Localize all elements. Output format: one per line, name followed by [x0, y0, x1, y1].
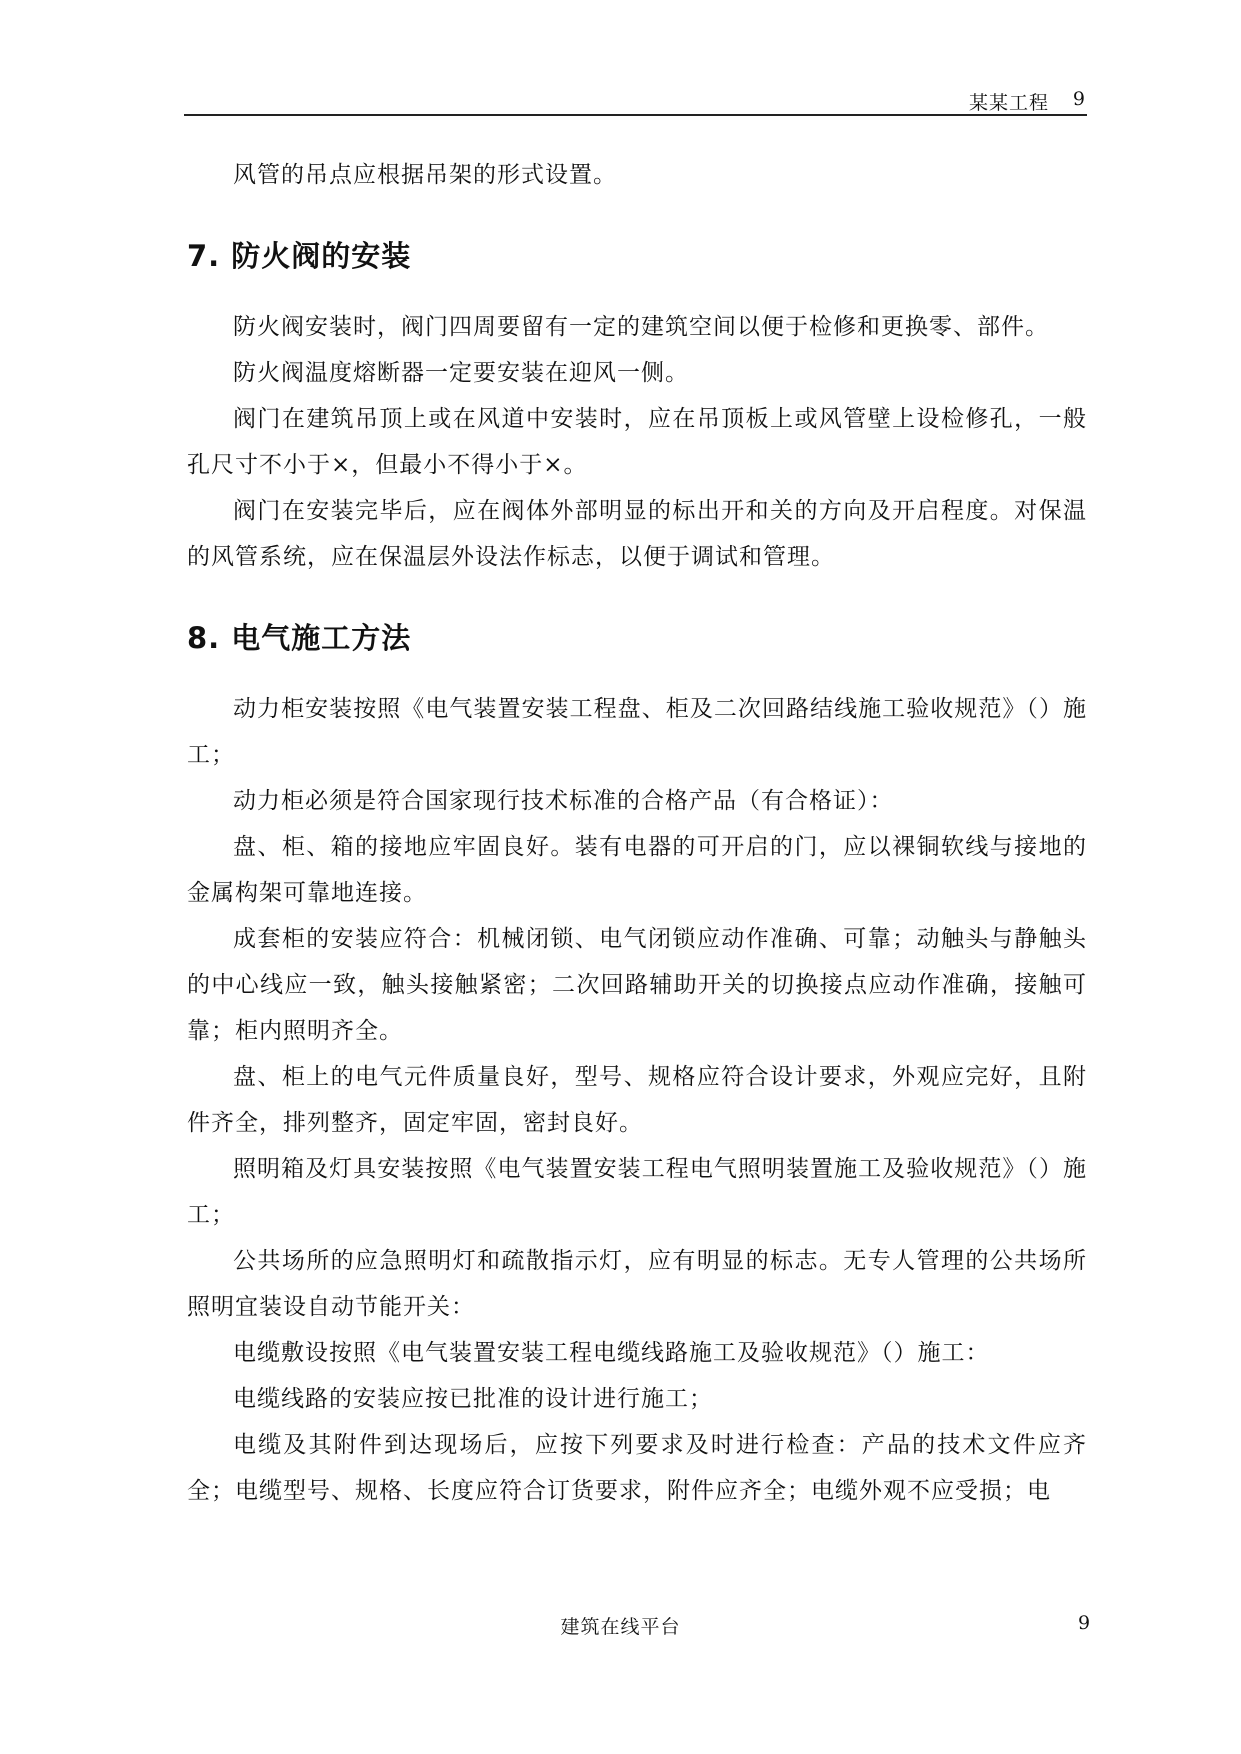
- section-8-paragraph: 照明箱及灯具安装按照《电气装置安装工程电气照明装置施工及验收规范》（）施工；: [187, 1156, 1087, 1228]
- section-7-paragraph: 防火阀安装时，阀门四周要留有一定的建筑空间以便于检修和更换零、部件。: [233, 314, 1049, 340]
- section-8-paragraph: 动力柜必须是符合国家现行技术标准的合格产品（有合格证）：: [233, 788, 894, 814]
- header-title: 某某工程: [968, 92, 1049, 114]
- section-8-paragraph: 电缆及其附件到达现场后，应按下列要求及时进行检查：产品的技术文件应齐全；电缆型号、规格、长度应符合订货要求，附件应齐全；电缆外观不应受损；电: [187, 1432, 1087, 1504]
- section-8-paragraph: 盘、柜上的电气元件质量良好，型号、规格应符合设计要求，外观应完好，且附件齐全，排列整齐，固定牢固，密封良好。: [187, 1064, 1087, 1136]
- document-body: [187, 152, 1087, 1514]
- header-page-number: 9: [1072, 88, 1085, 110]
- intro-paragraph: 风管的吊点应根据吊架的形式设置。: [233, 162, 617, 188]
- footer-platform: 建筑在线平台: [560, 1616, 681, 1638]
- section-8-heading: 8. 电气施工方法: [187, 621, 412, 655]
- section-8-paragraph: 盘、柜、箱的接地应牢固良好。装有电器的可开启的门，应以裸铜软线与接地的金属构架可靠地连接。: [187, 834, 1087, 906]
- section-7-heading: 7. 防火阀的安装: [187, 239, 412, 273]
- section-7-paragraph: 防火阀温度熔断器一定要安装在迎风一侧。: [233, 360, 689, 386]
- section-8-paragraph: 电缆线路的安装应按已批准的设计进行施工；: [233, 1386, 713, 1412]
- section-8-paragraph: 电缆敷设按照《电气装置安装工程电缆线路施工及验收规范》（）施工：: [233, 1340, 990, 1366]
- footer-page-number: 9: [1078, 1612, 1091, 1634]
- section-7-paragraph: 阀门在建筑吊顶上或在风道中安装时，应在吊顶板上或风管壁上设检修孔，一般孔尺寸不小于×，但最小不得小于×。: [187, 406, 1087, 478]
- page-header: [184, 84, 1087, 116]
- section-8-paragraph: 成套柜的安装应符合：机械闭锁、电气闭锁应动作准确、可靠；动触头与静触头的中心线应一致，触头接触紧密；二次回路辅助开关的切换接点应动作准确，接触可靠；柜内照明齐全。: [187, 926, 1087, 1044]
- section-8-paragraph: 动力柜安装按照《电气装置安装工程盘、柜及二次回路结线施工验收规范》（）施工；: [187, 696, 1087, 768]
- page-footer: [0, 1612, 1241, 1639]
- section-8-paragraph: 公共场所的应急照明灯和疏散指示灯，应有明显的标志。无专人管理的公共场所照明宜装设自动节能开关：: [187, 1248, 1087, 1320]
- section-7-paragraph: 阀门在安装完毕后，应在阀体外部明显的标出开和关的方向及开启程度。对保温的风管系统，应在保温层外设法作标志，以便于调试和管理。: [187, 498, 1087, 570]
